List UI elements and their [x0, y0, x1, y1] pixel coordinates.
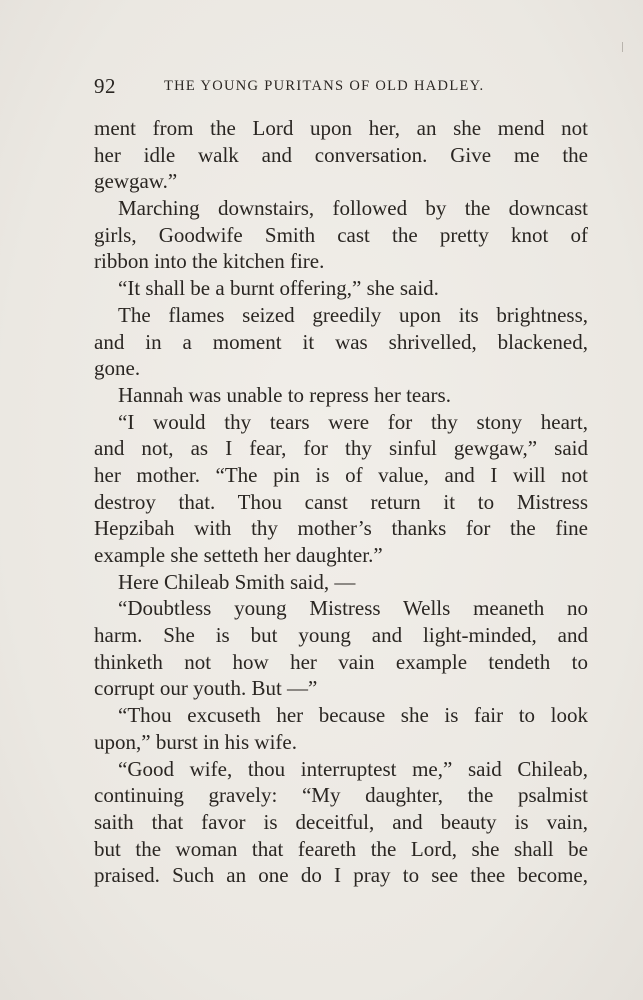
text-line: Hannah was unable to repress her tears.	[118, 382, 451, 407]
text-line: and in a moment it was shrivelled, blackened,	[94, 329, 588, 354]
text-line: saith that favor is deceitful, and beauty is vain,	[94, 809, 588, 834]
text-line: upon,” burst in his wife.	[94, 729, 297, 754]
text-line: “Good wife, thou interruptest me,” said Chileab,	[118, 756, 588, 781]
text-line: Hepzibah with thy mother’s thanks for the fine	[94, 516, 588, 541]
text-line: gone.	[94, 356, 141, 381]
text-line: “Thou excuseth her because she is fair to look	[118, 703, 588, 728]
text-line: “I would thy tears were for thy stony heart,	[118, 409, 588, 434]
text-line: corrupt our youth. But —”	[94, 676, 318, 701]
running-title: THE YOUNG PURITANS OF OLD HADLEY.	[164, 78, 485, 94]
text-line: The flames seized greedily upon its brightness,	[118, 302, 588, 327]
text-line: girls, Goodwife Smith cast the pretty knot of	[94, 222, 588, 247]
text-line: ment from the Lord upon her, an she mend not	[94, 116, 588, 140]
text-line: example she setteth her daughter.”	[94, 543, 383, 567]
body-text	[94, 115, 588, 889]
text-line: “Doubtless young Mistress Wells meaneth no	[118, 596, 588, 621]
page-edge-mark	[622, 42, 623, 52]
text-line: destroy that. Thou canst return it to Mistress	[94, 489, 588, 514]
page-number: 92	[94, 74, 116, 98]
text-line: her idle walk and conversation. Give me the	[94, 142, 588, 167]
page-header	[94, 74, 588, 102]
text-line: gewgaw.”	[94, 169, 178, 194]
text-line: and not, as I fear, for thy sinful gewgaw,” said	[94, 436, 588, 461]
text-line: Marching downstairs, followed by the downcast	[118, 196, 588, 221]
text-line: continuing gravely: “My daughter, the psalmist	[94, 783, 588, 808]
text-line: “It shall be a burnt offering,” she said.	[118, 276, 439, 301]
text-line: praised. Such an one do I pray to see thee become,	[94, 863, 588, 888]
text-line: harm. She is but young and light-minded, and	[94, 623, 588, 648]
text-line: Here Chileab Smith said, —	[118, 569, 356, 594]
text-line: ribbon into the kitchen fire.	[94, 249, 325, 274]
text-line: thinketh not how her vain example tendeth to	[94, 649, 588, 674]
text-line: but the woman that feareth the Lord, she shall be	[94, 836, 588, 861]
text-line: her mother. “The pin is of value, and I will not	[94, 462, 588, 487]
